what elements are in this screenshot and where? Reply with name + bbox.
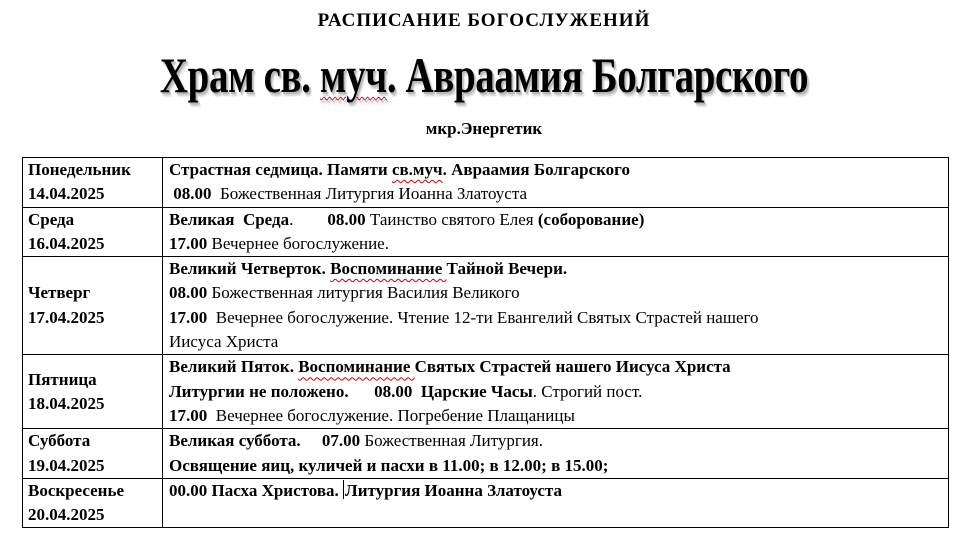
service-separator: . [289,209,328,229]
service-time: 17.00 [169,307,208,327]
service-cell [163,158,949,208]
church-title-flagged-word: муч [319,47,387,103]
service-line [169,281,948,305]
service-title-rest: Святых Страстей нашего Иисуса Христа [414,357,731,377]
day-date: 17.04.2025 [28,307,105,327]
day-date: 14.04.2025 [28,184,105,204]
day-date: 19.04.2025 [28,455,105,475]
service-line [169,182,948,206]
service-title: Великая суббота. 07.00 [169,431,361,451]
service-cell [163,257,949,355]
schedule-table [22,157,949,528]
service-text: Иисуса Христа [169,332,279,352]
day-date: 16.04.2025 [28,233,105,253]
church-title [106,47,861,103]
day-name: Четверг [28,283,91,303]
table-row [23,355,949,429]
service-text-bold: Освящение яиц, куличей и пасхи в 11.00; в 12.00; в 15.00; [169,455,609,475]
flagged-word: Воспоминание [330,259,447,279]
service-time: 08.00 [169,184,216,204]
day-cell [23,355,163,429]
service-time: 17.00 [169,405,208,425]
service-cell [163,355,949,429]
service-text-bold: Литургии не положено. 08.00 Царские Часы [169,381,533,401]
table-row [23,158,949,208]
service-text: Таинство святого Елея [365,209,538,229]
service-line [169,429,948,453]
day-cell [23,257,163,355]
service-time: 08.00 [169,283,208,303]
service-line [169,232,948,256]
text-cursor [343,480,344,499]
service-time: 08.00 [327,209,366,229]
service-line [169,380,948,404]
service-title-rest: . Авраамия Болгарского [442,160,630,179]
service-cell[interactable] [163,478,949,528]
day-cell [23,478,163,528]
service-text: Вечернее богослужение. Чтение 12-ти Евангелий Святых Страстей нашего [207,307,759,327]
service-title-rest: Тайной Вечери. [446,259,568,279]
day-name: Среда [28,209,75,229]
day-name: Пятница [28,369,97,389]
day-name: Понедельник [28,160,131,179]
service-text: Божественная Литургия. [360,431,543,451]
day-date: 18.04.2025 [28,393,105,413]
service-title: Великий Пяток. [169,357,299,377]
service-cell [163,429,949,479]
service-text: Божественная литургия Василия Великого [207,283,520,303]
church-title-part-1: Храм св. [159,47,320,103]
service-title: Страстная седмица. Памяти [169,160,392,179]
service-title: Пасха Христова. [207,480,344,500]
service-line [169,306,948,330]
day-cell [23,429,163,479]
day-cell [23,158,163,208]
service-line [169,454,948,478]
page-heading: РАСПИСАНИЕ БОГОСЛУЖЕНИЙ [317,10,651,31]
service-text-bold: (соборование) [537,209,645,229]
service-line [169,208,948,232]
table-row [23,429,949,479]
service-title: Великая Среда [169,209,290,229]
table-row [23,257,949,355]
day-date: 20.04.2025 [28,505,105,525]
service-line [169,330,948,354]
service-text-bold: Литургия Иоанна Златоуста [345,480,563,500]
service-line [169,355,948,379]
service-text: Вечернее богослужение. [207,233,389,253]
district-label: мкр.Энергетик [425,119,543,138]
table-row [23,478,949,528]
day-name: Суббота [28,431,91,451]
service-text: Божественная Литургия Иоанна Златоуста [215,184,528,204]
service-line [169,479,948,503]
church-title-part-2: . Авраамия Болгарского [386,47,809,103]
service-title: Великий Четверток. [169,259,331,279]
service-text: . Строгий пост. [532,381,643,401]
service-line [169,257,948,281]
table-row [23,207,949,257]
flagged-word: св.муч [391,160,443,179]
service-cell [163,207,949,257]
service-line [169,404,948,428]
day-cell [23,207,163,257]
service-time: 00.00 [169,480,208,500]
service-time: 17.00 [169,233,208,253]
flagged-word: Воспоминание [298,357,415,377]
service-text: Вечернее богослужение. Погребение Плащаницы [207,405,575,425]
service-line [169,158,948,182]
day-name: Воскресенье [28,480,125,500]
